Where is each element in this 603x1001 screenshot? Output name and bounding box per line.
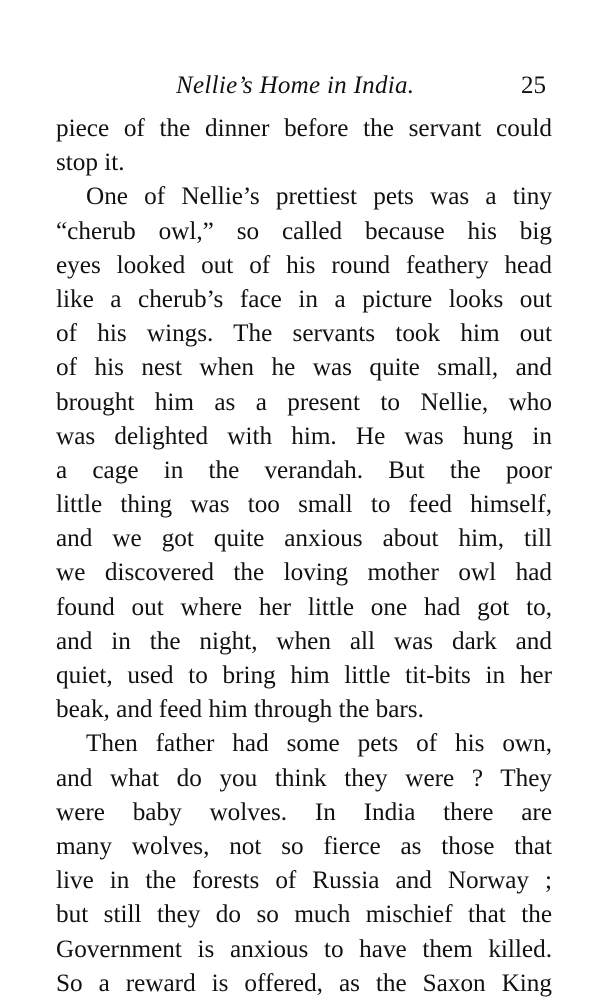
text-line: stop it. xyxy=(56,149,125,177)
text-line: quiet, used to bring him little tit-bits in her xyxy=(56,662,552,689)
page-number: 25 xyxy=(521,72,546,99)
text-line: many wolves, not so fierce as those that xyxy=(56,832,552,860)
text-line: eyes looked out of his round feathery head xyxy=(56,251,552,279)
body-text xyxy=(56,112,552,1001)
text-line: Then father had some pets of his own, xyxy=(86,730,552,758)
text-line: we discovered the loving mother owl had xyxy=(56,559,552,587)
text-line: brought him as a present to Nellie, who xyxy=(56,388,552,416)
text-line: live in the forests of Russia and Norway ; xyxy=(56,867,552,895)
running-title: Nellie’s Home in India. xyxy=(176,72,415,99)
text-line: beak, and feed him through the bars. xyxy=(56,696,424,724)
text-line: was delighted with him. He was hung in xyxy=(56,422,552,450)
text-line: One of Nellie’s prettiest pets was a tiny xyxy=(86,183,552,211)
text-line: Government is anxious to have them killed. xyxy=(56,935,552,963)
page-header xyxy=(56,72,546,106)
text-line: and we got quite anxious about him, till xyxy=(56,525,552,553)
text-line: “cherub owl,” so called because his big xyxy=(56,217,552,245)
text-line: and what do you think they were ? They xyxy=(56,764,552,792)
text-line: found out where her little one had got to, xyxy=(56,593,552,621)
text-line: of his wings. The servants took him out xyxy=(56,320,552,348)
text-line: but still they do so much mischief that the xyxy=(56,901,552,929)
text-line: piece of the dinner before the servant could xyxy=(56,115,552,142)
text-line: and in the night, when all was dark and xyxy=(56,627,552,655)
text-line: like a cherub’s face in a picture looks out xyxy=(56,285,552,313)
text-line: of his nest when he was quite small, and xyxy=(56,354,552,382)
text-line: little thing was too small to feed himself, xyxy=(56,491,552,519)
text-line: So a reward is offered, as the Saxon King xyxy=(56,969,552,997)
text-line: were baby wolves. In India there are xyxy=(56,798,552,826)
text-line: a cage in the verandah. But the poor xyxy=(56,456,552,484)
